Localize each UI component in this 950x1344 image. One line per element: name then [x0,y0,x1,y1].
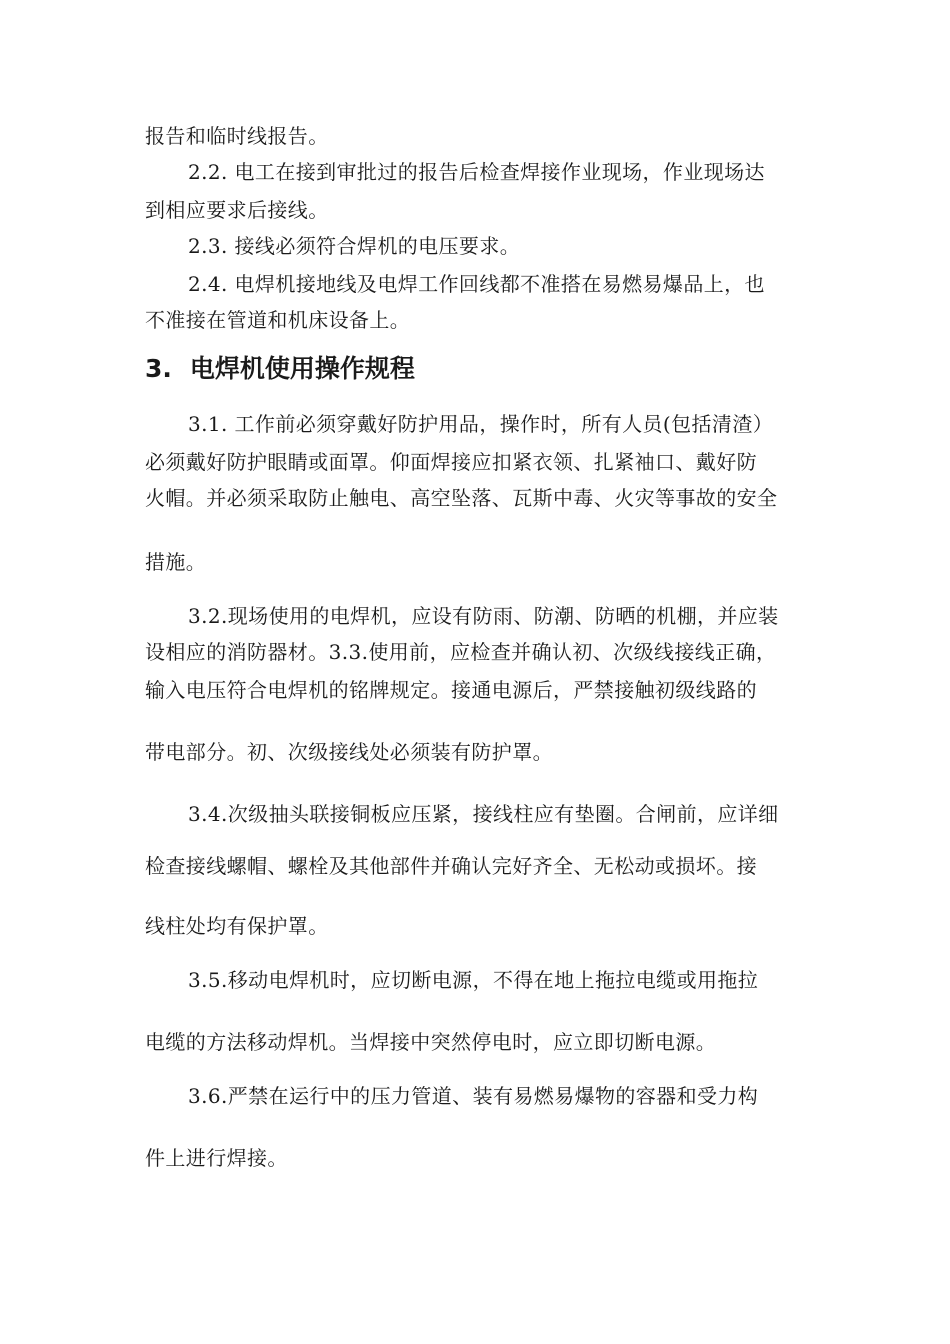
text-line: 件上进行焊接。 [145,1146,288,1170]
text-line: 带电部分。初、次级接线处必须装有防护罩。 [145,740,553,764]
text-line: 线柱处均有保护罩。 [145,914,329,938]
section-title: 电焊机使用操作规程 [189,354,415,383]
text-line: 检查接线螺帽、螺栓及其他部件并确认完好齐全、无松动或损坏。接 [145,854,757,878]
clause-3-6: 3.6.严禁在运行中的压力管道、装有易燃易爆物的容器和受力构 [188,1084,759,1108]
text-line: 火帽。并必须采取防止触电、高空坠落、瓦斯中毒、火灾等事故的安全 [145,486,778,510]
text-line: 措施。 [145,550,207,574]
text-line: 必须戴好防护眼睛或面罩。仰面焊接应扣紧衣领、扎紧袖口、戴好防 [145,450,757,474]
clause-3-2: 3.2.现场使用的电焊机，应设有防雨、防潮、防晒的机棚，并应装 [188,604,779,628]
clause-3-5: 3.5.移动电焊机时，应切断电源，不得在地上拖拉电缆或用拖拉 [188,968,759,992]
text-line: 到相应要求后接线。 [145,198,329,222]
text-line: 输入电压符合电焊机的铭牌规定。接通电源后，严禁接触初级线路的 [145,678,757,702]
clause-2-2: 2.2. 电工在接到审批过的报告后检查焊接作业现场，作业现场达 [188,160,765,184]
text-line: 不准接在管道和机床设备上。 [145,308,411,332]
clause-3-1: 3.1. 工作前必须穿戴好防护用品，操作时，所有人员(包括清渣） [188,412,774,436]
clause-2-4: 2.4. 电焊机接地线及电焊工作回线都不准搭在易燃易爆品上，也 [188,272,765,296]
text-line: 电缆的方法移动焊机。当焊接中突然停电时，应立即切断电源。 [145,1030,717,1054]
section-3-heading [145,352,415,386]
clause-2-3: 2.3. 接线必须符合焊机的电压要求。 [188,234,521,258]
text-line: 报告和临时线报告。 [145,124,329,148]
text-line: 设相应的消防器材。3.3.使用前，应检查并确认初、次级线接线正确， [145,640,777,664]
clause-3-4: 3.4.次级抽头联接铜板应压紧，接线柱应有垫圈。合闸前，应详细 [188,802,779,826]
section-number: 3. [145,354,172,383]
